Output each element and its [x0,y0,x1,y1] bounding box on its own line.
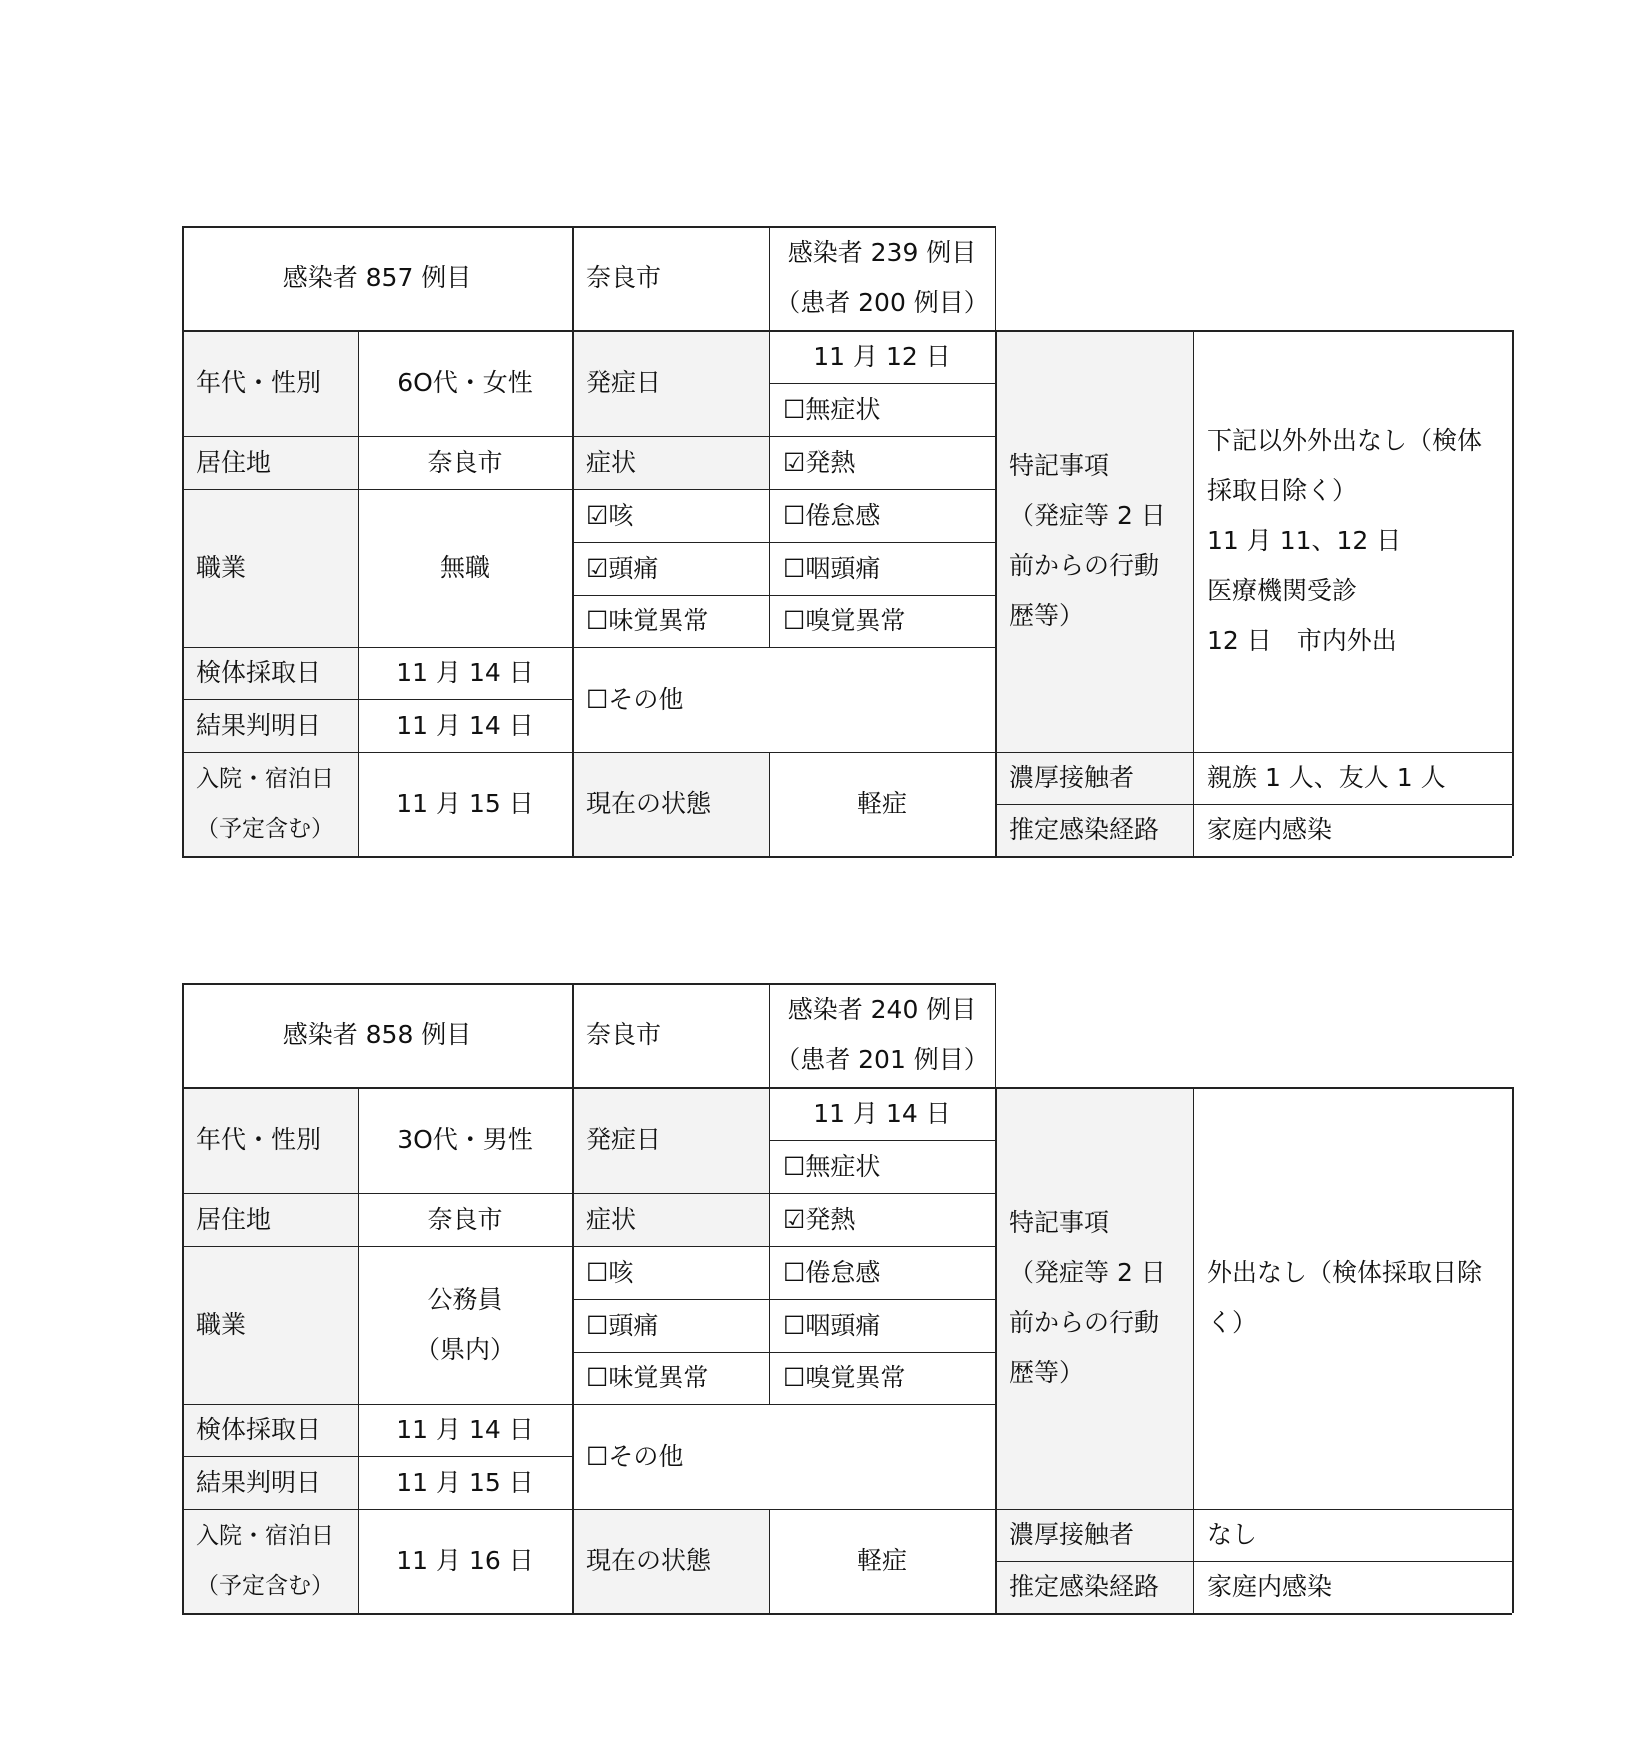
notes-value-line: 11 月 11、12 日 [1207,526,1402,555]
table-rule [182,1246,995,1247]
hospitalization-label [182,752,358,856]
table-rule [995,1087,997,1613]
case-number: 感染者 857 例目 [282,263,472,292]
job-value-line: （県内） [414,1335,515,1364]
table-rule [769,1140,995,1141]
table-rule [572,1352,995,1353]
table-rule [572,983,574,1613]
age-sex-label: 年代・性別 [182,330,358,436]
hospitalization-label-line: （予定含む） [196,1573,334,1599]
table-rule [1512,1087,1514,1613]
table-rule [182,752,1512,753]
sample-date-value: 11 月 14 日 [396,1415,534,1444]
table-rule [1193,330,1194,856]
notes-label-line: 歴等） [1009,1358,1085,1387]
smell-check: ☐嗅覚異常 [783,1363,906,1392]
notes-label [995,330,1193,752]
job-value [358,489,572,647]
table-rule [182,1509,1512,1510]
taste-check: ☐味覚異常 [586,1363,709,1392]
symptoms-label: 症状 [572,1193,769,1246]
table-rule [182,1404,995,1405]
notes-label-line: （発症等 2 日 [1009,1258,1166,1287]
residence-label: 居住地 [182,436,358,489]
close-contacts-value: なし [1207,1520,1258,1549]
notes-label-line: 歴等） [1009,601,1085,630]
sore-throat-check: ☐咽頭痛 [783,1310,881,1340]
fever-check: ☑発熱 [783,447,856,477]
table-rule [572,595,995,596]
table-rule [995,226,996,330]
fever-check: ☑発熱 [783,1204,856,1234]
notes-value-line: く） [1207,1308,1258,1337]
result-date-value: 11 月 14 日 [396,710,534,740]
notes-label [995,1087,1193,1509]
status-value: 軽症 [856,1546,907,1575]
city-case-number [769,983,995,1087]
age-sex-value: 3O代・男性 [397,1125,533,1154]
case-city: 奈良市 [586,263,662,292]
job-label: 職業 [182,489,358,647]
residence-value: 奈良市 [427,1204,503,1234]
onset-date: 11 月 12 日 [813,341,951,371]
status-label: 現在の状態 [572,1509,769,1613]
city-case-number [769,226,995,330]
fatigue-check: ☐倦怠感 [783,1257,881,1287]
table-rule [182,1193,995,1194]
table-rule [182,647,995,648]
table-rule [995,330,997,856]
other-check: ☐その他 [586,1441,684,1471]
city-case-count: 感染者 239 例目 [787,238,977,267]
age-sex-label: 年代・性別 [182,1087,358,1193]
infection-route-value: 家庭内感染 [1207,1572,1333,1601]
close-contacts-value: 親族 1 人、友人 1 人 [1207,763,1446,792]
notes-label-line: 前からの行動 [1009,551,1160,580]
asymptomatic-check: ☐無症状 [783,394,881,424]
status-value: 軽症 [856,789,907,818]
notes-value [1193,1087,1512,1509]
table-rule [182,330,1512,332]
table-rule [1512,330,1514,856]
residence-value: 奈良市 [427,447,503,477]
table-rule [182,226,995,228]
case-number: 感染者 858 例目 [282,1020,472,1049]
table-rule [572,542,995,543]
result-date-value: 11 月 15 日 [396,1467,534,1497]
notes-value-line: 医療機関受診 [1207,576,1358,605]
table-rule [182,1456,572,1457]
table-rule [995,1561,1512,1562]
table-rule [769,983,770,1087]
table-rule [1193,1087,1194,1613]
taste-check: ☐味覚異常 [586,606,709,635]
notes-label-line: 特記事項 [1009,451,1110,480]
sore-throat-check: ☐咽頭痛 [783,553,881,583]
table-rule [182,436,995,437]
cough-check: ☐咳 [586,1257,634,1287]
job-label: 職業 [182,1246,358,1404]
table-rule [769,226,770,330]
table-rule [182,699,572,700]
table-rule [769,1509,770,1613]
notes-value-line: 12 日 市内外出 [1207,626,1397,655]
table-rule [182,983,995,985]
table-rule [572,1299,995,1300]
other-check: ☐その他 [586,684,684,714]
city-patient-count: （患者 200 例目） [775,288,989,317]
hospitalization-date: 11 月 15 日 [396,789,534,818]
close-contacts-label: 濃厚接触者 [995,1509,1193,1561]
notes-value-line: 採取日除く） [1207,476,1358,505]
infection-route-label: 推定感染経路 [995,804,1193,856]
notes-value-line: 下記以外外出なし（検体 [1207,426,1483,455]
case-city: 奈良市 [586,1020,662,1049]
table-rule [182,226,184,856]
case-table [182,226,1512,856]
sample-date-value: 11 月 14 日 [396,658,534,687]
close-contacts-label: 濃厚接触者 [995,752,1193,804]
notes-label-line: （発症等 2 日 [1009,501,1166,530]
table-rule [769,752,770,856]
infection-route-label: 推定感染経路 [995,1561,1193,1613]
table-rule [358,330,359,856]
job-value-line: 公務員 [427,1285,503,1314]
table-rule [995,983,996,1087]
asymptomatic-check: ☐無症状 [783,1151,881,1181]
table-rule [769,383,995,384]
hospitalization-date: 11 月 16 日 [396,1546,534,1575]
smell-check: ☐嗅覚異常 [783,606,906,635]
job-value-line: 無職 [439,553,490,582]
headache-check: ☑頭痛 [586,553,659,583]
residence-label: 居住地 [182,1193,358,1246]
hospitalization-label-line: 入院・宿泊日 [196,1523,334,1549]
job-value [358,1246,572,1404]
notes-value [1193,330,1512,752]
table-rule [572,226,574,856]
city-patient-count: （患者 201 例目） [775,1045,989,1074]
result-date-label: 結果判明日 [182,1456,358,1509]
infection-route-value: 家庭内感染 [1207,815,1333,844]
table-rule [182,983,184,1613]
sample-date-label: 検体採取日 [182,1404,358,1456]
case-table [182,983,1512,1613]
onset-date: 11 月 14 日 [813,1098,951,1128]
table-rule [182,1087,1512,1089]
age-sex-value: 6O代・女性 [397,368,533,397]
hospitalization-label-line: （予定含む） [196,816,334,842]
table-rule [182,856,1512,858]
notes-label-line: 特記事項 [1009,1208,1110,1237]
symptoms-label: 症状 [572,436,769,489]
hospitalization-label-line: 入院・宿泊日 [196,766,334,792]
cough-check: ☑咳 [586,500,634,530]
onset-label: 発症日 [572,1087,769,1193]
table-rule [182,1613,1512,1615]
headache-check: ☐頭痛 [586,1310,659,1340]
hospitalization-label [182,1509,358,1613]
fatigue-check: ☐倦怠感 [783,500,881,530]
city-case-count: 感染者 240 例目 [787,995,977,1024]
table-rule [182,489,995,490]
result-date-label: 結果判明日 [182,699,358,752]
table-rule [995,804,1512,805]
status-label: 現在の状態 [572,752,769,856]
notes-label-line: 前からの行動 [1009,1308,1160,1337]
sample-date-label: 検体採取日 [182,647,358,699]
table-rule [358,1087,359,1613]
notes-value-line: 外出なし（検体採取日除 [1207,1258,1483,1287]
onset-label: 発症日 [572,330,769,436]
